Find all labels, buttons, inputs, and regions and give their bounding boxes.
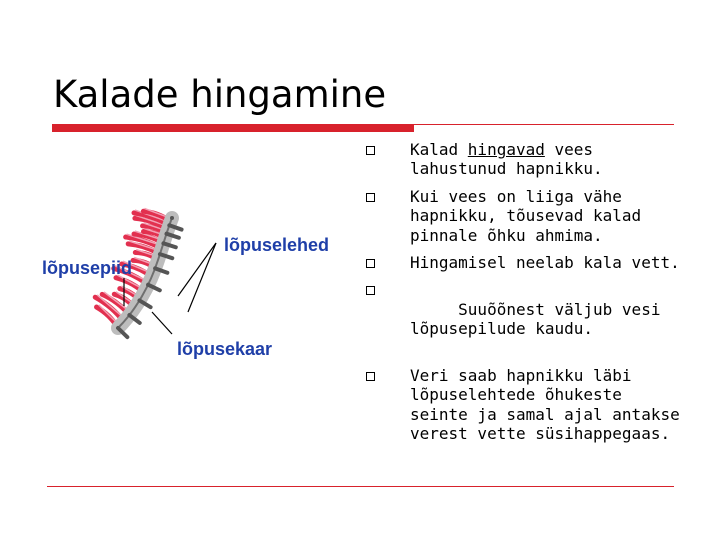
bullet-text: Kalad [410,140,468,159]
list-item [366,366,686,444]
title-rule [414,124,674,125]
pointer-line [178,243,216,296]
list-item [366,140,686,179]
slide-title: Kalade hingamine [53,73,387,116]
square-bullet-icon [366,193,375,202]
bullet-text: Kui vees on liiga vähe hapnikku, tõusevad kalad pinnale õhku ahmima. [410,186,642,245]
label-gill-filaments: lõpuselehed [224,235,330,255]
label-gill-arch: lõpusekaar [177,339,273,359]
square-bullet-icon [366,259,375,268]
list-item [366,253,686,272]
list-item [366,187,686,245]
label-gill-rakers: lõpusepiid [42,258,132,278]
square-bullet-icon [366,146,375,155]
bullet-text: Veri saab hapnikku läbi lõpuselehtede õhukeste seinte ja samal ajal antakse verest vette süsihappegaas. [410,366,680,444]
bullet-text: Hingamisel neelab kala vett. [410,253,680,273]
pointer-line [152,312,172,334]
gill-diagram [40,200,350,370]
square-bullet-icon [366,286,375,295]
list-item [366,280,686,358]
square-bullet-icon [366,372,375,381]
bottom-rule [47,486,674,487]
bullet-text: Suuõõnest väljub vesi lõpusepilude kaudu. [410,299,671,339]
bullet-text: vees lahustunud hapnikku. [410,140,603,179]
bullet-list [366,140,686,444]
title-accent-bar [52,124,414,132]
bullet-text-underlined: hingavad [467,140,545,159]
pointer-line [188,243,216,312]
